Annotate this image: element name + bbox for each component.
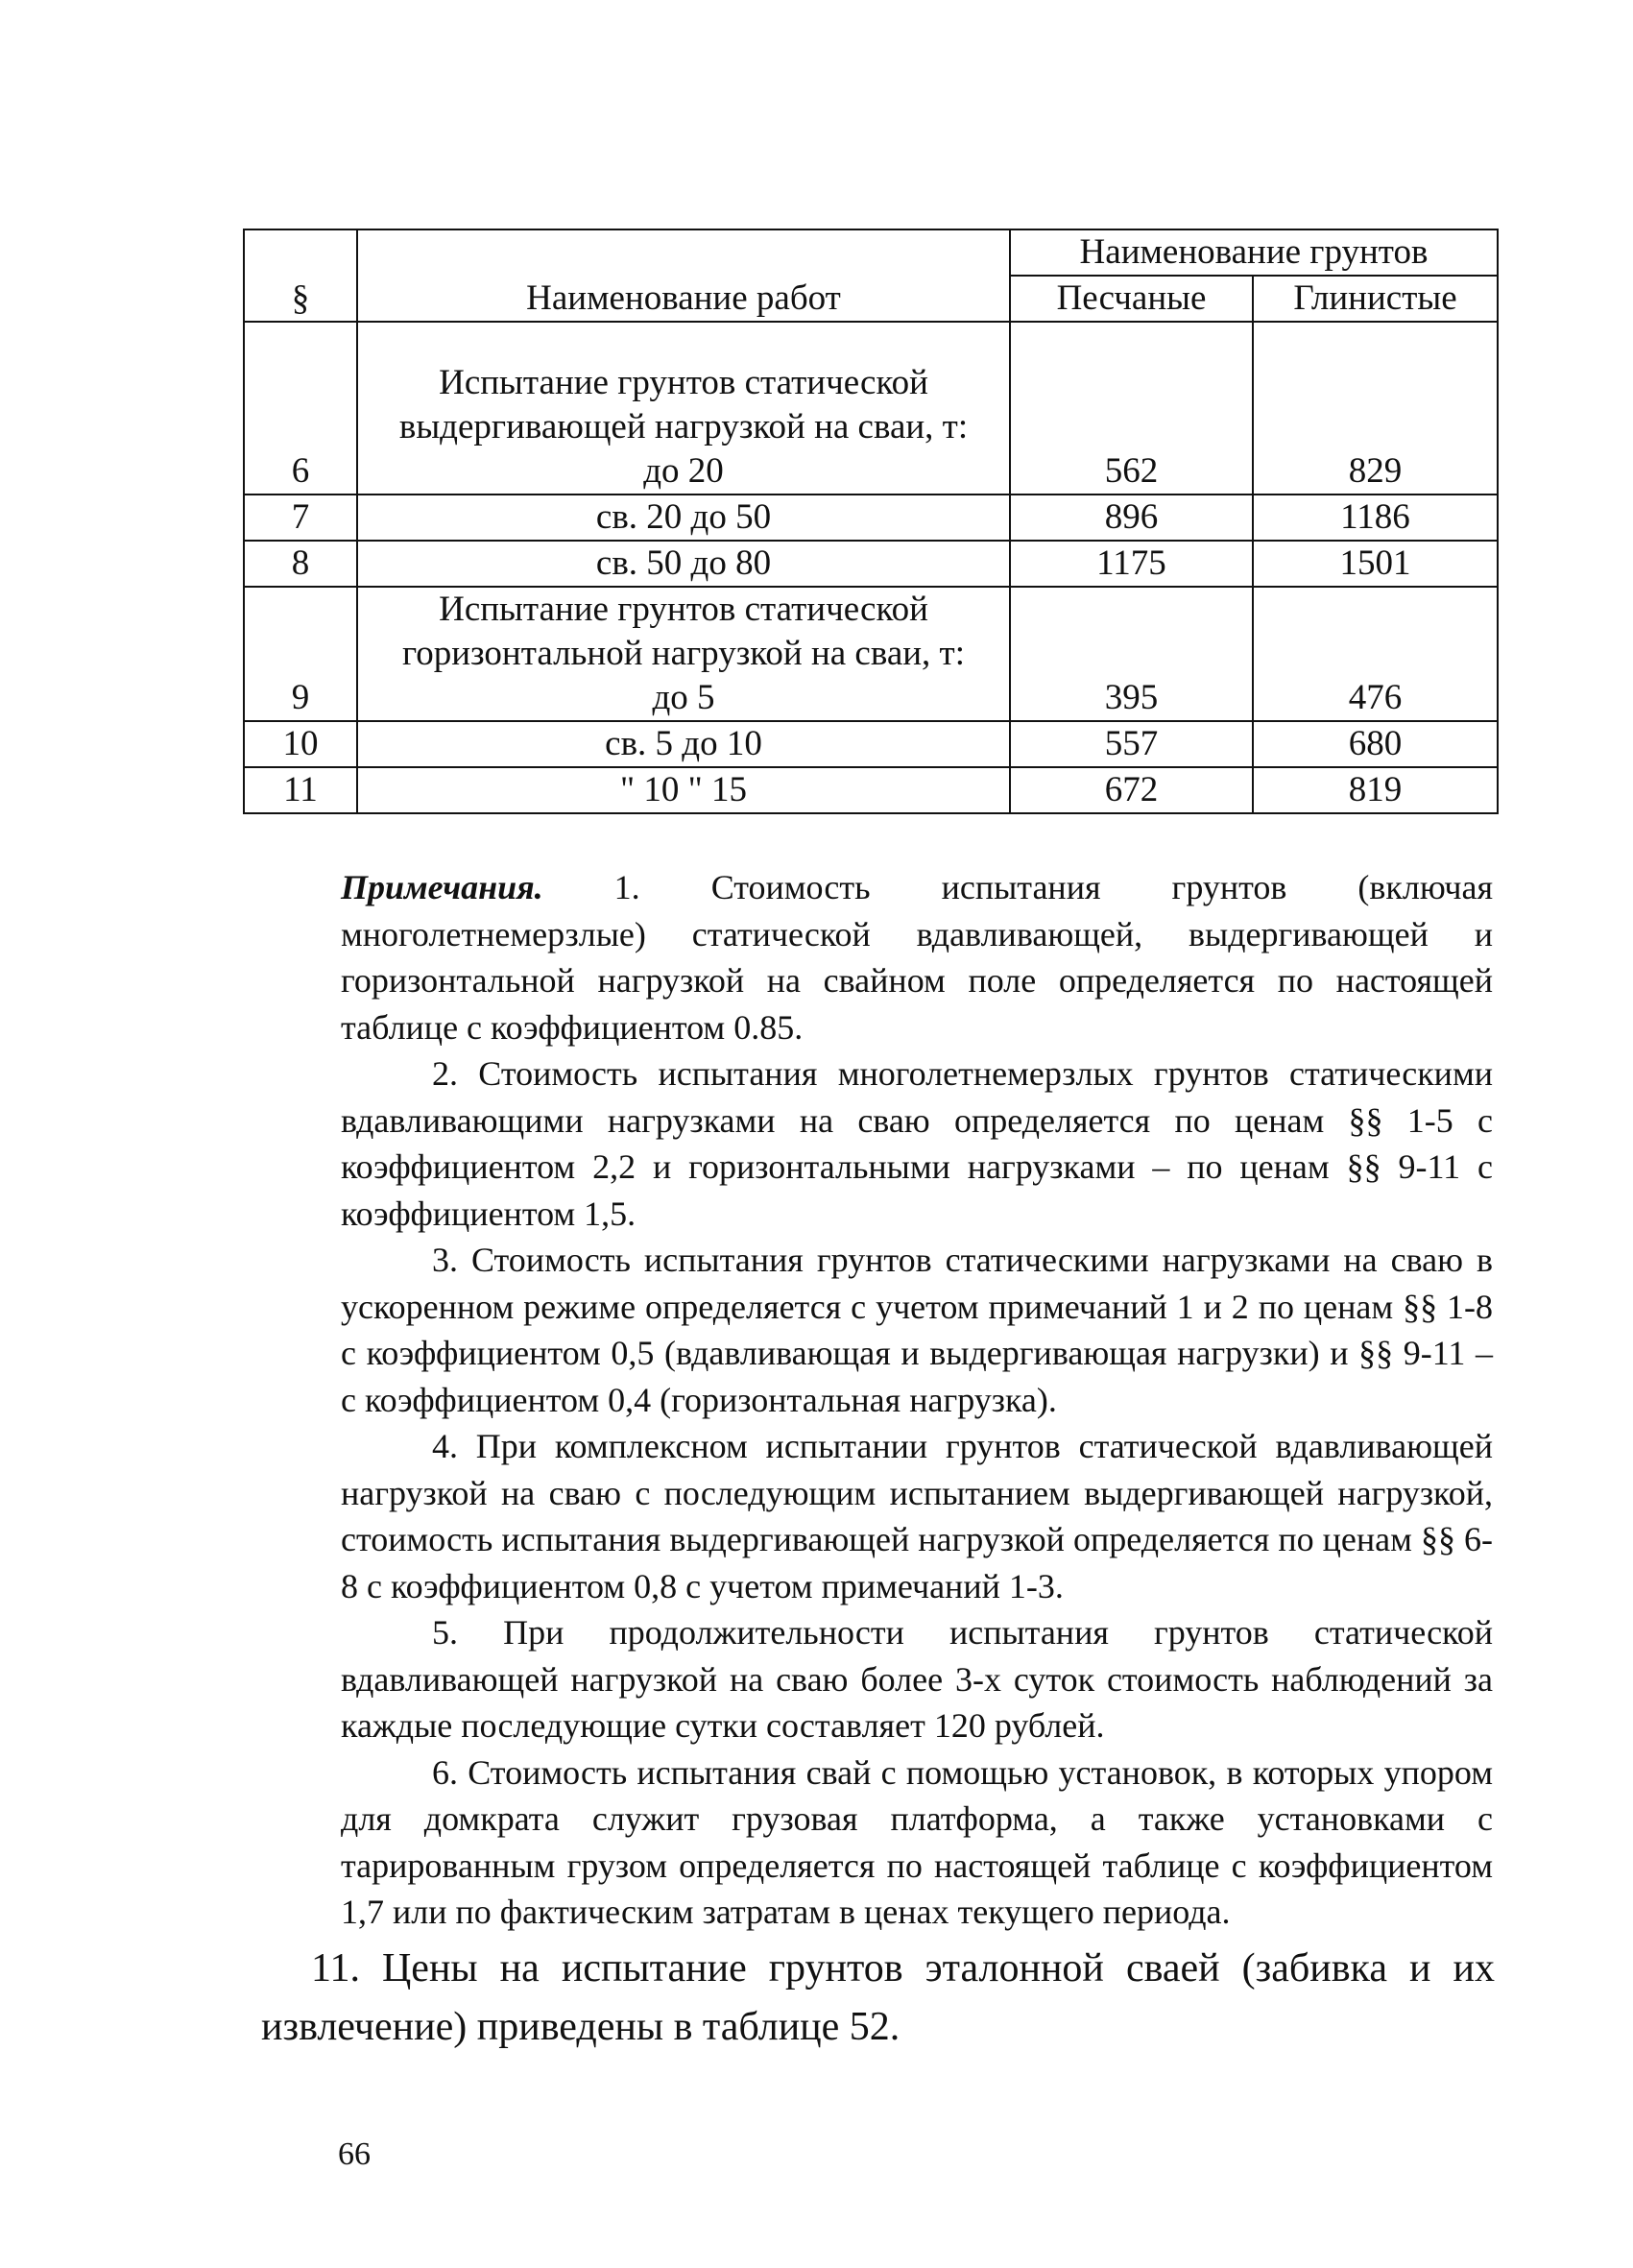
table-row [244,767,1498,813]
cell-section-text: 8 [291,543,310,583]
header-work-name: Наименование работ [357,229,1010,322]
cell-section [244,322,357,495]
cell-clay-text: 476 [1348,678,1403,717]
cell-work-name-text: " 10 " 15 [620,770,747,809]
cell-clay [1253,721,1498,767]
table-row [244,322,1498,495]
cell-sandy-text: 395 [1104,678,1159,717]
table-row [244,587,1498,721]
cell-clay-text: 819 [1348,770,1403,809]
cell-sandy-text: 672 [1104,770,1159,809]
cell-section [244,767,357,813]
cell-section-text: 9 [291,678,310,717]
header-clay: Глинистые [1253,276,1498,322]
cell-clay-text: 1186 [1340,497,1410,537]
cell-work-name-text: до 5 [652,678,715,717]
cell-sandy-text: 896 [1104,497,1159,537]
cell-work-name-text: до 20 [643,451,724,491]
cell-clay [1253,495,1498,541]
cell-section-text: 10 [282,724,319,763]
cell-work-name-text: св. 20 до 50 [595,497,772,537]
cell-sandy [1010,495,1253,541]
cell-clay [1253,587,1498,721]
cell-work-name [357,587,1010,721]
cell-section [244,541,357,587]
cell-sandy [1010,767,1253,813]
cell-clay-text: 1501 [1339,543,1411,583]
header-section: § [244,229,357,322]
cell-sandy [1010,721,1253,767]
header-row-top [244,229,1498,276]
cell-sandy [1010,322,1253,495]
note-item: 5. При продолжительности испытания грунтов статической вдавливающей нагрузкой на сваю более 3-х суток стоимость наблюдений за каждые последующие сутки составляет 120 рублей. [341,1613,1493,1745]
cell-section-text: 11 [283,770,318,809]
price-table [243,229,1499,814]
paragraph-11: 11. Цены на испытание грунтов эталонной сваей (забивка и их извлечение) приведены в таблице 52. [261,1946,1495,2049]
page-number: 66 [338,2136,371,2172]
table-row [244,541,1498,587]
cell-section-text: 7 [291,497,310,537]
table-body [244,322,1498,813]
note-item: 4. При комплексном испытании грунтов статической вдавливающей нагрузкой на сваю с последующим испытанием выдергивающей нагрузкой, стоимость испытания выдергивающей нагрузкой определяется по ценам §§ 6-8 с коэффициентом 0,8 с учетом примечаний 1-3. [341,1427,1493,1605]
header-sandy: Песчаные [1010,276,1253,322]
notes-block [341,864,1493,1936]
cell-sandy-text: 1175 [1096,543,1166,583]
group-title: Испытание грунтов статической горизонтальной нагрузкой на сваи, т: [401,590,966,673]
cell-section-text: 6 [291,451,310,491]
group-title: Испытание грунтов статической выдергивающей нагрузкой на сваи, т: [398,363,969,446]
note-item: 6. Стоимость испытания свай с помощью установок, в которых упором для домкрата служит грузовая платформа, а также установками с тарированным грузом определяется по настоящей таблице с коэффициентом 1,7 или по фактическим затратам в ценах текущего периода. [341,1752,1493,1931]
cell-clay [1253,541,1498,587]
note-item [341,864,1493,1050]
note-text: 1. Стоимость испытания грунтов (включая многолетнемерзлые) статической вдавливающей, выдергивающей и горизонтальной нагрузкой на свайном поле определяется по настоящей таблице с коэффициентом 0.85. [341,868,1493,1047]
table-row [244,495,1498,541]
cell-sandy [1010,587,1253,721]
header-soil-group: Наименование грунтов [1010,229,1498,276]
cell-work-name-text: св. 5 до 10 [605,724,762,763]
note-item: 3. Стоимость испытания грунтов статическими нагрузками на сваю в ускоренном режиме определяется с учетом примечаний 1 и 2 по ценам §§ 1-8 с коэффициентом 0,5 (вдавливающая и выдергивающая нагрузки) и §§ 9-11 – с коэффициентом 0,4 (горизонтальная нагрузка). [341,1241,1493,1419]
cell-work-name-text: св. 50 до 80 [595,543,772,583]
cell-clay-text: 829 [1348,451,1403,491]
cell-work-name [357,721,1010,767]
cell-clay [1253,767,1498,813]
cell-work-name [357,322,1010,495]
cell-work-name [357,767,1010,813]
cell-section [244,587,357,721]
cell-work-name [357,495,1010,541]
table-row [244,721,1498,767]
cell-section [244,495,357,541]
cell-sandy-text: 557 [1104,724,1159,763]
cell-work-name [357,541,1010,587]
cell-clay [1253,322,1498,495]
cell-sandy-text: 562 [1104,451,1159,491]
note-item: 2. Стоимость испытания многолетнемерзлых грунтов статическими вдавливающими нагрузками на сваю определяется по ценам §§ 1-5 с коэффициентом 2,2 и горизонтальными нагрузками – по ценам §§ 9-11 с коэффициентом 1,5. [341,1054,1493,1233]
cell-section [244,721,357,767]
notes-lead: Примечания. [341,868,543,906]
cell-clay-text: 680 [1348,724,1403,763]
cell-sandy [1010,541,1253,587]
